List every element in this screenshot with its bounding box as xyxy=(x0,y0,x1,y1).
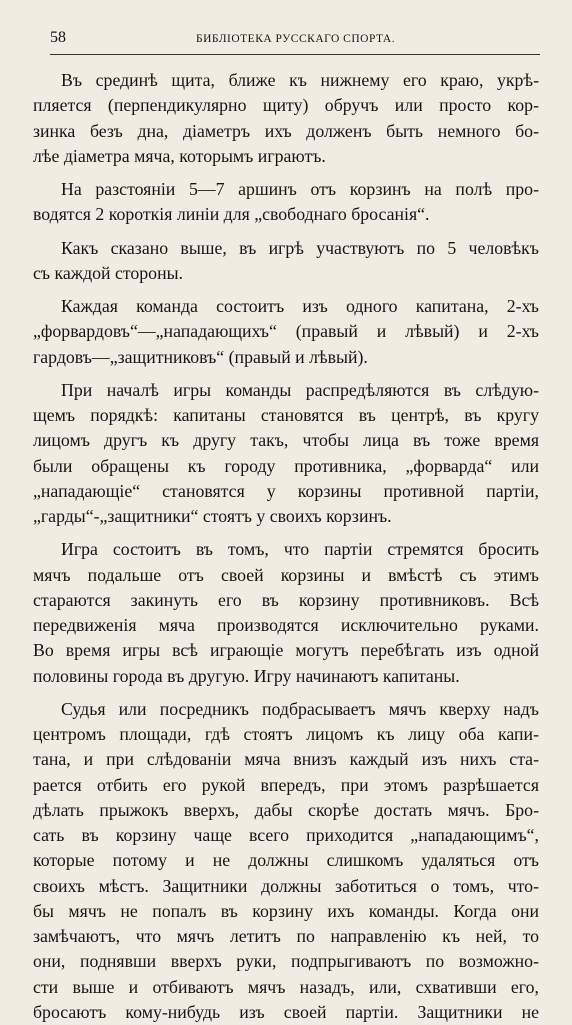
text-line: передвиженія мяча производятся исключительно руками. xyxy=(33,615,539,635)
text-line: тана, и при слѣдованіи мяча внизъ каждый изъ нихъ ста- xyxy=(33,749,539,770)
paragraph xyxy=(33,68,539,169)
text-line: своихъ мѣстъ. Защитники должны заботиться о томъ, что- xyxy=(33,875,539,896)
text-line: При началѣ игры команды распредѣляются въ слѣдую- xyxy=(61,379,539,400)
text-line: центромъ площади, гдѣ стоятъ лицомъ къ лицу оба капи- xyxy=(33,724,539,744)
text-line: стараются закинуть его въ корзину противниковъ. Всѣ xyxy=(33,589,539,610)
text-line: лицомъ другъ къ другу такъ, чтобы лица въ тоже время xyxy=(33,430,539,451)
text-line: На разстояніи 5—7 аршинъ отъ корзинъ на полѣ про- xyxy=(61,179,539,199)
text-line: пляется (перпендикулярно щиту) обручъ или просто кор- xyxy=(33,95,539,116)
page-header xyxy=(50,28,540,55)
text-line: сать въ корзину чаще всего приходится „нападающимъ“, xyxy=(33,825,539,845)
text-line: съ каждой стороны. xyxy=(33,262,183,283)
text-line: рается отбить его рукой впередъ, при этомъ разрѣшается xyxy=(33,774,539,795)
text-line: Игра состоитъ въ томъ, что партіи стремятся бросить xyxy=(61,539,539,560)
text-line: были обращены къ городу противника, „форварда“ или xyxy=(33,455,539,476)
text-line: „гарды“-„защитники“ стоятъ у своихъ корзинъ. xyxy=(33,506,392,526)
text-line: водятся 2 короткія линіи для „свободнаго бросанія“. xyxy=(33,204,430,225)
text-line: бы мячъ не попалъ въ корзину ихъ команды. Когда они xyxy=(33,900,539,921)
text-line: гардовъ—„защитниковъ“ (правый и лѣвый). xyxy=(33,346,368,367)
text-line: мячъ подальше отъ своей корзины и вмѣстѣ съ этимъ xyxy=(33,564,539,585)
text-line: сти выше и отбиваютъ мячъ назадъ, или, схвативши его, xyxy=(33,976,539,997)
paragraph xyxy=(33,537,539,689)
text-line: они, поднявши вверхъ руки, подпрыгиваютъ по возможно- xyxy=(33,951,539,972)
text-line: Въ срединѣ щита, ближе къ нижнему его краю, укрѣ- xyxy=(61,70,539,90)
paragraph xyxy=(33,378,539,530)
text-line: лѣе діаметра мяча, которымъ играютъ. xyxy=(33,145,326,166)
text-line: щемъ порядкѣ: капитаны становятся въ центрѣ, въ кругу xyxy=(33,405,539,425)
text-line: которые потому и не должны слишкомъ удаляться отъ xyxy=(33,850,539,871)
text-line: „форвардовъ“—„нападающихъ“ (правый и лѣвый) и 2-хъ xyxy=(33,321,539,342)
paragraph xyxy=(33,236,539,287)
text-line: зинка безъ дна, діаметръ ихъ долженъ быть немного бо- xyxy=(33,120,539,141)
running-title: БИБЛІОТЕКА РУССКАГО СПОРТА. xyxy=(196,33,396,45)
text-line: половины города въ другую. Игру начинаютъ капитаны. xyxy=(33,665,460,686)
text-line: замѣчаютъ, что мячъ летитъ по направленію къ ней, то xyxy=(33,926,539,946)
text-line: Каждая команда состоитъ изъ одного капитана, 2-хъ xyxy=(61,296,539,316)
text-line: бросаютъ кому-нибудь изъ своей партіи. Защитники не xyxy=(33,1001,539,1022)
text-line: дѣлать прыжокъ вверхъ, дабы скорѣе достать мячъ. Бро- xyxy=(33,799,539,820)
page-number: 58 xyxy=(50,29,66,46)
text-line: Какъ сказано выше, въ игрѣ участвуютъ по 5 человѣкъ xyxy=(61,237,539,258)
text-line: Судья или посредникъ подбрасываетъ мячъ кверху надъ xyxy=(61,698,539,719)
paragraph xyxy=(33,294,539,370)
text-line: „нападающіе“ становятся у корзины противной партіи, xyxy=(33,480,539,501)
paragraph xyxy=(33,697,539,1025)
body-text xyxy=(33,68,539,1025)
paragraph xyxy=(33,177,539,228)
text-line: Во время игры всѣ играющіе могутъ перебѣгать изъ одной xyxy=(33,640,539,661)
